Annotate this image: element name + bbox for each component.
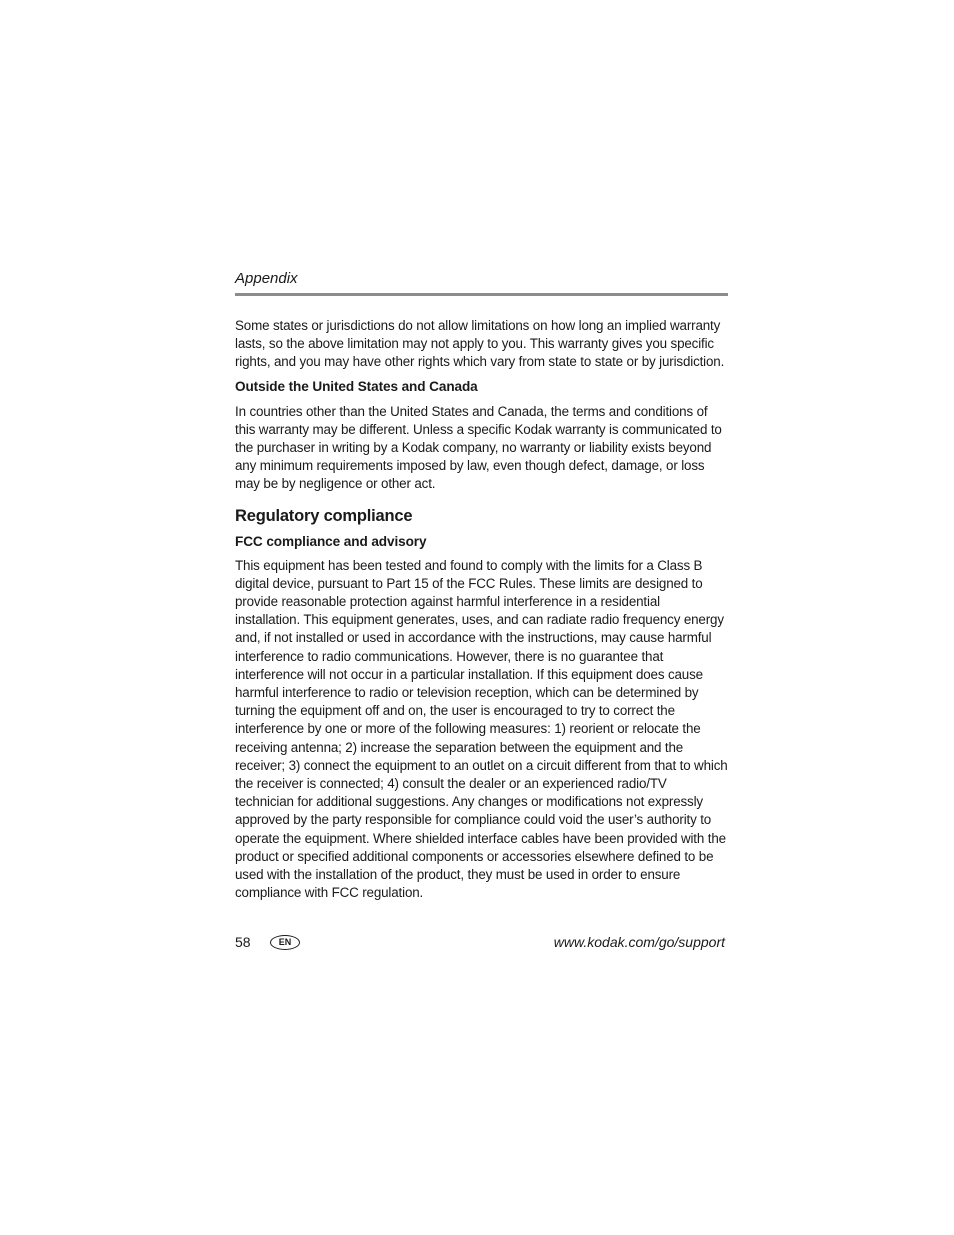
warranty-limitation-paragraph: Some states or jurisdictions do not allow limitations on how long an implied warranty lasts, so the above limitation may not apply to you. This warranty gives you specific rights, and you may have other rights which vary from state to state or by jurisdiction. xyxy=(235,318,725,370)
fcc-compliance-paragraph: This equipment has been tested and found to comply with the limits for a Class B digital device, pursuant to Part 15 of the FCC Rules. These limits are designed to provide reasonable protection against harmful interference in a residential installation. This equipment generates, uses, and can radiate radio frequency energy and, if not installed or used in accordance with the instructions, may cause harmful interference to radio communications. However, there is no guarantee that interference will not occur in a particular installation. If this equipment does cause harmful interference to radio or television reception, which can be determined by turning the equipment off and on, the user is encouraged to try to correct the interference by one or more of the following measures: 1) reorient or relocate the receiving antenna; 2) increase the separation between the equipment and the receiver; 3) connect the equipment to an outlet on a circuit different from that to which the receiver is connected; 4) consult the dealer or an experienced radio/TV technician for additional suggestions. Any changes or modifications not expressly approved by the party responsible for compliance could void the user’s authority to operate the equipment. Where shielded interface cables have been provided with the product or specified additional components or accessories elsewhere defined to be used with the installation of the product, they must be used in order to ensure compliance with FCC regulation. xyxy=(235,557,728,901)
outside-us-canada-heading: Outside the United States and Canada xyxy=(235,378,478,394)
running-header: Appendix xyxy=(235,270,298,287)
regulatory-compliance-heading: Regulatory compliance xyxy=(235,506,413,525)
header-rule xyxy=(235,293,728,296)
support-url: www.kodak.com/go/support xyxy=(553,934,725,950)
language-badge-icon: EN xyxy=(270,935,300,950)
fcc-compliance-heading: FCC compliance and advisory xyxy=(235,533,427,549)
outside-us-canada-paragraph: In countries other than the United States and Canada, the terms and conditions of this warranty may be different. Unless a specific Kodak warranty is communicated to the purchaser in writing by a Kodak company, no warranty or liability exists beyond any minimum requirements imposed by law, even though defect, damage, or loss may be by negligence or other act. xyxy=(235,403,722,492)
page-body xyxy=(235,269,728,902)
page-number: 58 xyxy=(235,934,251,950)
page-footer xyxy=(235,931,725,953)
